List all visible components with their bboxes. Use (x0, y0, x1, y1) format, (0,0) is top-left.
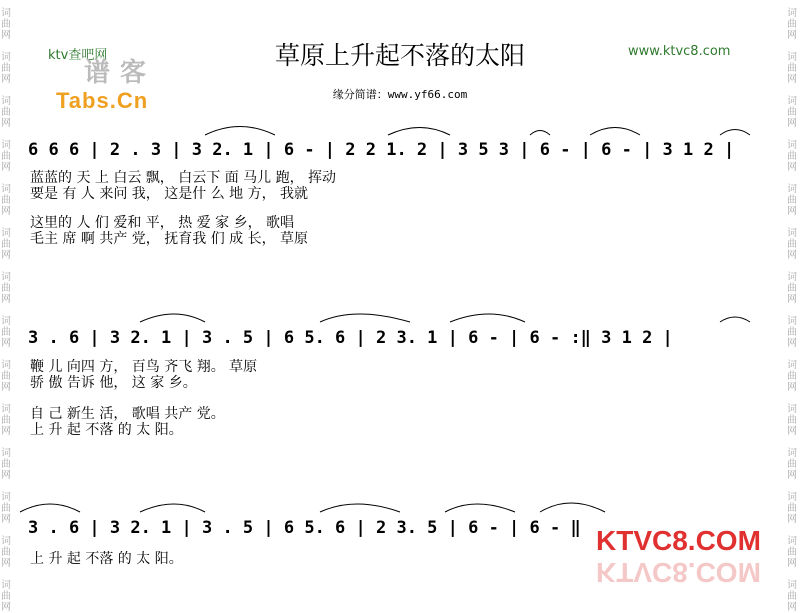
side-watermark-text: 词 曲 网 (787, 96, 797, 129)
lyric-row-1-verse-4: 毛主 席 啊 共产 党， 抚育我 们 成 长， 草原 (30, 231, 309, 247)
side-watermark-text: 词 曲 网 (787, 140, 797, 173)
side-watermark-text: 词 曲 网 (1, 52, 11, 85)
side-watermark-text: 词 曲 网 (787, 580, 797, 613)
side-watermark-text: 词 曲 网 (787, 272, 797, 305)
notes-row-1: 6 6 6 | 2 . 3 | 3 2. 1 | 6 - | 2 2 1. 2 | 3 5 3 | 6 - | 6 - | 3 1 2 | (28, 140, 735, 160)
lyric-row-1-verse-1: 蓝蓝的 天 上 白云 飘， 白云下 面 马儿 跑， 挥动 (30, 170, 337, 186)
slur (140, 504, 205, 512)
side-watermark-text: 词 曲 网 (787, 228, 797, 261)
song-title: 草原上升起不落的太阳 (274, 41, 525, 70)
lyric-row-1-verse-3: 这里的 人 们 爱和 平， 热 爱 家 乡， 歌唱 (30, 215, 295, 231)
logo-site-text: ktv查吧网 (48, 48, 108, 63)
side-watermark-text: 词 曲 网 (787, 52, 797, 85)
lyric-row-2-verse-4: 上 升 起 不落 的 太 阳。 (30, 422, 183, 438)
slur (720, 317, 750, 322)
side-watermark-text: 词 曲 网 (787, 492, 797, 525)
side-watermark-text: 词 曲 网 (1, 360, 11, 393)
notes-row-2: 3 . 6 | 3 2. 1 | 3 . 5 | 6 5. 6 | 2 3. 1 | 6 - | 6 - :‖ 3 1 2 | (28, 328, 673, 348)
side-watermark-text: 词 曲 网 (787, 316, 797, 349)
side-watermark-text: 词 曲 网 (1, 492, 11, 525)
notes-row-3: 3 . 6 | 3 2. 1 | 3 . 5 | 6 5. 6 | 2 3. 5 | 6 - | 6 - ‖ (28, 518, 581, 538)
slur (450, 314, 525, 322)
site-url-right: www.ktvc8.com (628, 44, 731, 59)
side-watermark-text: 词 曲 网 (1, 96, 11, 129)
slur (445, 504, 515, 512)
side-watermark-text: 词 曲 网 (1, 536, 11, 569)
side-watermark-text: 词 曲 网 (787, 360, 797, 393)
side-watermark-text: 词 曲 网 (1, 580, 11, 613)
side-watermark-text: 词 曲 网 (1, 404, 11, 437)
slur (205, 127, 275, 136)
lyric-row-2-verse-3: 自 己 新生 活， 歌唱 共产 党。 (30, 406, 225, 422)
credit-line: 缘分简谱：www.yf66.com (332, 88, 468, 101)
side-watermark-text: 词 曲 网 (787, 448, 797, 481)
side-watermark-text: 词 曲 网 (1, 140, 11, 173)
side-watermark-text: 词 曲 网 (1, 8, 11, 41)
side-watermark-text: 词 曲 网 (1, 448, 11, 481)
side-watermark-text: 词 曲 网 (787, 536, 797, 569)
side-watermark-text: 词 曲 网 (1, 184, 11, 217)
slur (590, 128, 640, 136)
side-watermark-text: 词 曲 网 (1, 272, 11, 305)
side-watermark-text: 词 曲 网 (1, 316, 11, 349)
side-watermark-text: 词 曲 网 (787, 404, 797, 437)
watermark-logo: KTVC8.COM (596, 525, 761, 556)
slur (140, 314, 205, 322)
lyric-row-3-verse-1: 上 升 起 不落 的 太 阳。 (30, 551, 183, 567)
side-watermark-text: 词 曲 网 (787, 184, 797, 217)
side-watermark-text: 词 曲 网 (787, 8, 797, 41)
slur (540, 503, 605, 512)
slur (530, 131, 550, 136)
slur (320, 314, 410, 322)
lyric-row-1-verse-2: 要是 有 人 来问 我， 这是什 么 地 方， 我就 (30, 186, 309, 202)
slur (720, 130, 750, 136)
slur (320, 504, 400, 512)
slur (20, 504, 80, 512)
side-watermark-text: 词 曲 网 (1, 228, 11, 261)
lyric-row-2-verse-2: 骄 傲 告诉 他， 这 家 乡。 (30, 375, 197, 391)
logo-tabs-cn: Tabs.Cn (56, 88, 149, 113)
lyric-row-2-verse-1: 鞭 儿 向四 方， 百鸟 齐飞 翔。 草原 (30, 359, 258, 375)
watermark-reflection: KTVC8.COM (596, 557, 761, 588)
logo-pu-ke: 谱客 (84, 58, 157, 88)
slur (388, 128, 450, 136)
